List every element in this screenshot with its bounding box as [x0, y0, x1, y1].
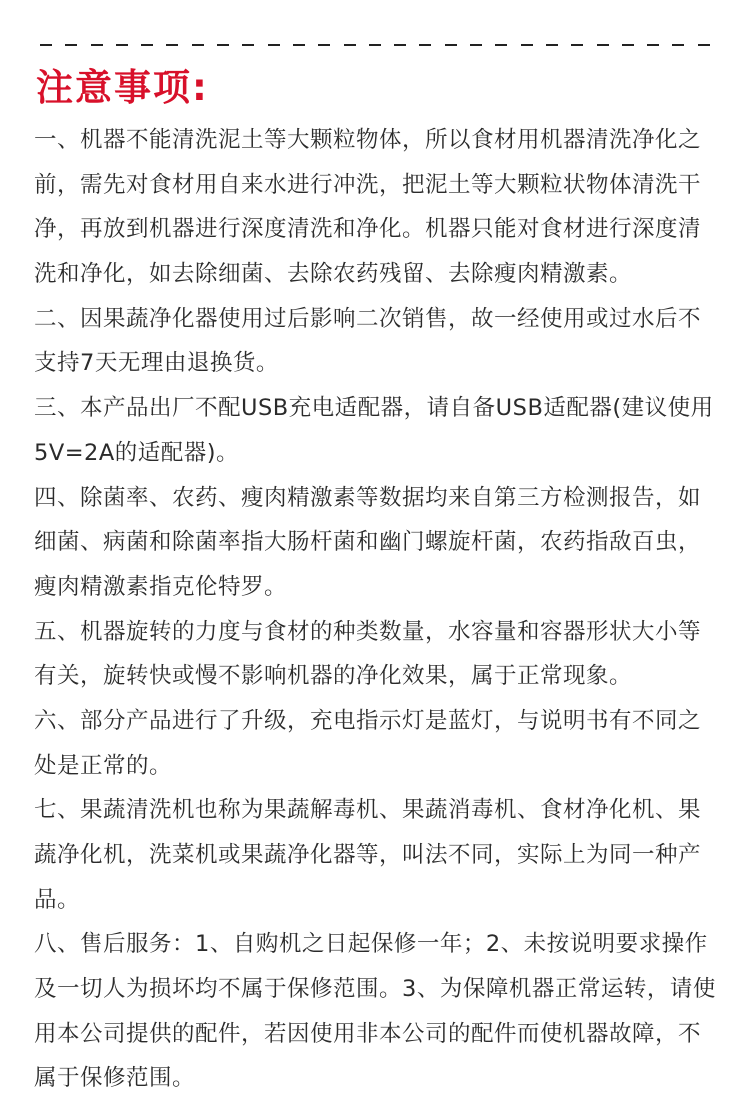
note-line: 七、果蔬清洗机也称为果蔬解毒机、果蔬消毒机、食材净化机、果: [34, 797, 702, 824]
dashed-divider: [40, 44, 710, 46]
note-line: 瘦肉精激素指克伦特罗。: [34, 573, 288, 600]
note-item: [34, 118, 718, 297]
dash-segment: [369, 44, 381, 46]
note-line: 一、机器不能清洗泥土等大颗粒物体，所以食材用机器清洗净化之: [34, 127, 702, 153]
note-line: 5V=2A的适配器)。: [34, 439, 240, 466]
dash-segment: [91, 44, 103, 46]
note-item: [34, 476, 718, 610]
note-line: 细菌、病菌和除菌率指大肠杆菌和幽门螺旋杆菌，农药指敌百虫，: [34, 529, 702, 556]
note-item: [34, 386, 718, 475]
dash-segment: [698, 44, 710, 46]
dash-segment: [647, 44, 659, 46]
dash-segment: [445, 44, 457, 46]
dash-segment: [344, 44, 356, 46]
note-line: 属于保修范围。: [34, 1065, 196, 1092]
dash-segment: [40, 44, 52, 46]
page-title: 注意事项:: [36, 66, 209, 109]
dash-segment: [242, 44, 254, 46]
note-line: 四、除菌率、农药、瘦肉精激素等数据均来自第三方检测报告，如: [34, 484, 702, 511]
dash-segment: [546, 44, 558, 46]
dash-segment: [166, 44, 178, 46]
note-line: 三、本产品出厂不配USB充电适配器，请自备USB适配器(建议使用: [34, 395, 714, 422]
dash-segment: [192, 44, 204, 46]
note-line: 六、部分产品进行了升级，充电指示灯是蓝灯，与说明书有不同之: [34, 707, 702, 734]
dash-segment: [268, 44, 280, 46]
note-line: 处是正常的。: [34, 752, 173, 779]
note-item: [34, 788, 718, 922]
note-line: 前，需先对食材用自来水进行冲洗，把泥土等大颗粒状物体清洗干: [34, 171, 702, 198]
note-item: [34, 297, 718, 386]
note-line: 有关，旋转快或慢不影响机器的净化效果，属于正常现象。: [34, 663, 633, 690]
note-item: [34, 699, 718, 788]
dash-segment: [394, 44, 406, 46]
dash-segment: [495, 44, 507, 46]
note-line: 五、机器旋转的力度与食材的种类数量，水容量和容器形状大小等: [34, 618, 702, 645]
dash-segment: [597, 44, 609, 46]
dash-segment: [672, 44, 684, 46]
dash-segment: [571, 44, 583, 46]
dash-segment: [65, 44, 77, 46]
note-line: 洗和净化，如去除细菌、去除农药残留、去除瘦肉精激素。: [34, 261, 633, 288]
notes-list: [34, 118, 718, 1101]
dash-segment: [470, 44, 482, 46]
note-item: [34, 610, 718, 699]
note-item: [34, 922, 718, 1101]
note-line: 品。: [34, 886, 81, 913]
dash-segment: [622, 44, 634, 46]
note-line: 净，再放到机器进行深度清洗和净化。机器只能对食材进行深度清: [34, 216, 702, 243]
dash-segment: [521, 44, 533, 46]
dash-segment: [318, 44, 330, 46]
dash-segment: [217, 44, 229, 46]
dash-segment: [116, 44, 128, 46]
note-line: 八、售后服务：1、自购机之日起保修一年；2、未按说明要求操作: [34, 931, 708, 958]
note-line: 二、因果蔬净化器使用过后影响二次销售，故一经使用或过水后不: [34, 305, 702, 332]
dash-segment: [419, 44, 431, 46]
note-line: 蔬净化机，洗菜机或果蔬净化器等，叫法不同，实际上为同一种产: [34, 842, 702, 868]
note-line: 及一切人为损坏均不属于保修范围。3、为保障机器正常运转，请使: [34, 976, 716, 1003]
dash-segment: [293, 44, 305, 46]
note-line: 支持7天无理由退换货。: [34, 350, 279, 377]
note-line: 用本公司提供的配件，若因使用非本公司的配件而使机器故障，不: [34, 1020, 702, 1047]
dash-segment: [141, 44, 153, 46]
